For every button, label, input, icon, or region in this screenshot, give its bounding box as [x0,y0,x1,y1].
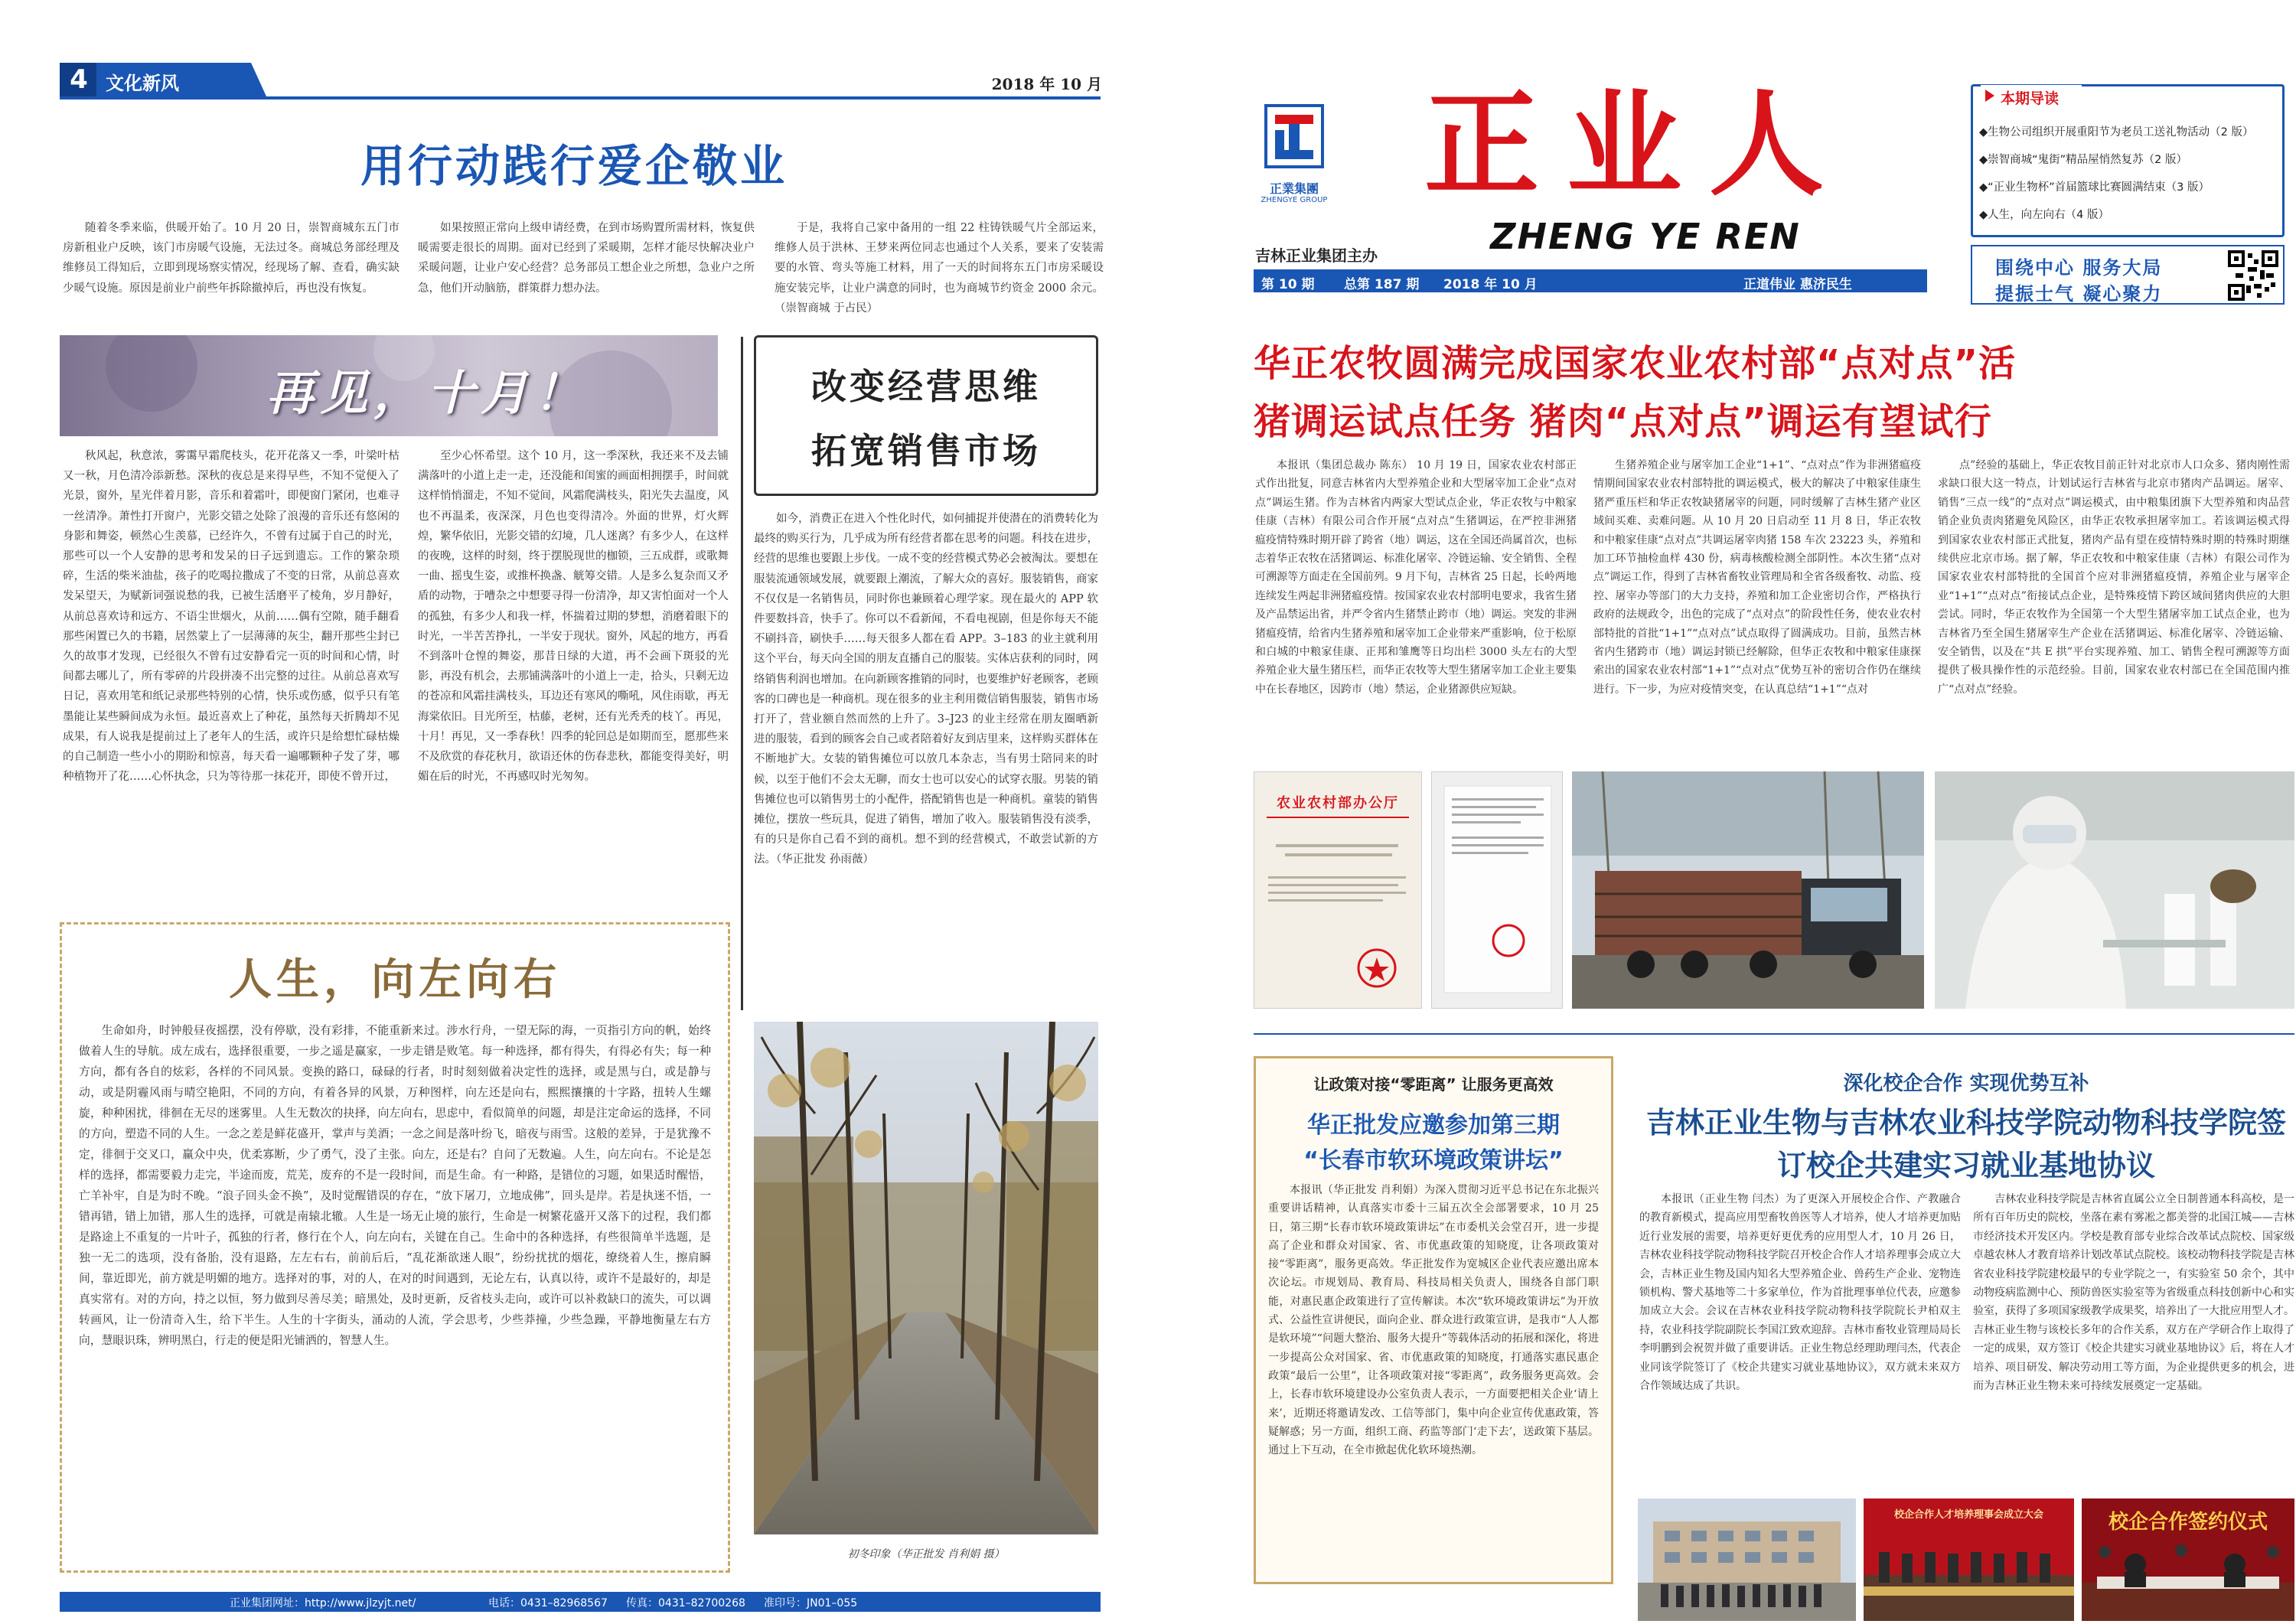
footer-phone: 电话：0431–82968567 [488,1597,608,1609]
council-banner-text: 校企合作人才培养理事会成立大会 [1893,1509,2043,1521]
sidebar-title-box [754,335,1098,496]
guide-item-4[interactable]: ◆人生，向左向右（4 版） [1979,209,2109,221]
main-headline: 用行动践行爱企敬业 [360,140,788,192]
notice-document-photo [1431,771,1563,1009]
footer-fax: 传真：0431–82700268 [626,1597,745,1609]
slogan-line1: 围绕中心 服务大局 [1995,257,2163,279]
guide-title-tag [1981,85,2082,106]
livestock-truck-photo [1572,771,1924,1009]
lead-headline-line2: 猪调运试点任务 猪肉“点对点”调运有望试行 [1254,400,1992,443]
meeting-stage-image [1864,1521,2074,1621]
qr-code-icon[interactable] [2228,250,2278,301]
guide-marker-icon [1985,90,1994,102]
lab-worker-photo [1935,771,2294,1009]
header-rule [60,96,1101,99]
policy-title-line2: “长春市软环境政策讲坛” [1303,1147,1564,1174]
footer-license: 准印号：JN01–055 [764,1597,858,1609]
edu-kicker: 深化校企合作 实现优势互补 [1843,1072,2089,1095]
signing-ceremony-photo [2082,1498,2294,1621]
farewell-col2: 至少心怀希望。这个 10 月，这一季深秋，我还来不及去铺满落叶的小道上走一走，还没能和闺蜜的画面相拥摆手，时间就这样悄悄溜走，不知不觉间，风霜爬满枝头，阳光失去温度，风也不再温柔，夜深深，月色也变得清冷。外面的世界，灯火辉煌，繁华依旧，光影交错的幻境，几人迷离？有多少人，在这样的夜晚，这样的时刻，终于摆脱现世的枷锁，三五成群，或歌舞一曲、摇曳生姿，或推杯换盏、觥筹交错。人是多么复杂而又矛盾的动物，于嘈杂之中想要寻得一份清净，却又害怕面对一个人的孤独，有多少人和我一样，怀揣着过期的梦想，消磨着眼下的时光，一半苦苦挣扎，一半安于现状。窗外，风起的地方，再看不到落叶仓惶的舞姿，那昔日绿的大道，再不会画下斑驳的光影，再没有机会，去那铺满落叶的小道上一走，拾头，只剩无边的苍凉和风霜挂满枝头，耳边还有寒风的嘶吼，风住雨歇，再无海棠依旧。目光所至，枯藤，老树，还有光秃秃的枝丫。再见，十月！再见，又一季春秋！四季的轮回总是如期而至，愿那些来不及欣赏的春花秋月，欲语还休的伤春悲秋，都能变得美好，明媚在后的时光，不再感叹时光匆匆。 [418,450,729,784]
lead-article-col3: 点”经验的基础上，华正农牧目前正针对北京市人口众多、猪肉刚性需求缺口很大这一特点，计划试运行吉林省与北京市猪肉产品调运。屠宰、销售“三点一线”的“点对点”调运模式，由中粮集团旗下大型养殖和肉品营销企业负责肉猪避免风险区，由华正农牧承担屠宰加工。若该调运模式得到国家农业农村部正式批复，猪肉产品有望在疫情特殊时期的特殊时期继续供应北京市场。据了解，华正农牧和中粮家佳康（吉林）有限公司作为国家农业农村部特批的全国首个应对非洲猪瘟疫情，养殖企业与屠宰企业“1+1”“点对点”衔接试点企业，是特殊疫情下跨区域间猪肉供应的大胆尝试。同时，华正农牧作为全国第一个大型生猪屠宰加工试点企业，也为吉林省乃至全国生猪屠宰生产企业在活猪调运、标准化屠宰、冷链运输、安全销售，以及在“共 E 拱”平台实现养殖、加工、销售全程可溯源等方面提供了极具操作性的示范经验。目前，国家农业农村部已在全国范围内推广“点对点”经验。 [1938,459,2290,696]
life-box [60,922,730,1573]
edu-title-line1: 吉林正业生物与吉林农业科技学院动物科技学院签 [1645,1105,2286,1140]
council-meeting-photo [1864,1498,2074,1621]
section-name: 文化新风 [106,73,179,94]
document-text-lines [1254,823,1421,1006]
right-page [1194,0,2296,1624]
logo-company: 正業集團 [1269,181,1319,196]
edu-article-col2: 吉林农业科技学院是吉林省直属公立全日制普通本科高校，是一所有百年历史的院校，坐落在素有雾凇之都美誉的北国江城——吉林市经济技术开发区内。学校是教育部专业综合改革试点院校、国家级卓越农林人才教育培养计划改革试点院校。该校动物科技学院是吉林省农业科技学院建校最早的专业学院之一，有实验室 50 余个，其中动物疫病监测中心、预防兽医实验室等为省级重点科技创新中心和实验室，获得了多项国家级教学成果奖，培养出了一大批应用型人才。吉林正业生物与该校长多年的合作关系，双方在产学研合作上取得了一定的成果，双方签订《校企共建实习就业基地协议》后，将在人才培养、项目研发、解决劳动用工等方面，为企业提供更多的机会，进而为吉林正业生物未来可持续发展奠定一定基础。 [1973,1193,2294,1393]
top-article-col1: 随着冬季来临，供暖开始了。10 月 20 日，崇智商城东五门市房新租业户反映，该门市房暖气设施，无法过冬。商城总务部经理及维修员工得知后，立即到现场察实情况，经现场了解、查看，确实缺少暖气设施。原因是前业户前些年拆除撤掉后，再也没有恢复。 [63,222,400,295]
issue-total: 总第 187 期 [1344,277,1420,292]
edu-article-col1: 本报讯（正业生物 闫杰）为了更深入开展校企合作、产教融合的教育新模式，提高应用型畜牧兽医等人才培养，使人才培养更加贴近行业发展的需要，培养更好更优秀的应用型人才，10 月 26 日，吉林农业科技学院动物科技学院召开校企合作人才培养理事会成立大会，吉林正业生物及国内知名大型养殖企业、兽药生产企业、宠物连锁机构、警犬基地等二十多家单位，作为首批理事单位代表，应邀参加成立大会。会议在吉林农业科技学院动物科技学院院长尹柏双主持，农业科技学院副院长李国江致欢迎辞。吉林市畜牧业管理局局长李明鹏到会祝贺并做了重要讲话。正业生物总经理助理闫杰，代表企业同该学院签订了《校企共建实习就业基地协议》，双方就未来双方合作领域达成了共识。 [1639,1193,1961,1393]
policy-title-line1: 华正批发应邀参加第三期 [1307,1112,1560,1139]
lead-article-col1: 本报讯（集团总裁办 陈东） 10 月 19 日，国家农业农村部正式作出批复，同意吉林省内大型养殖企业和大型屠宰加工企业“点对点”调运生猪。作为吉林省内两家大型试点企业，华正农牧与中粮家佳康（吉林）有限公司合作开展“点对点”生猪调运，在严控非洲猪瘟疫情特殊时期开辟了跨省（地）调运，这在全国还尚属首次，也标志着华正农牧在活猪调运、标准化屠宰、冷链运输、安全销售、全程可溯源等方面走在全国前列。9 月下旬，吉林省 25 日起，长岭两地连续发生两起非洲猪瘟疫情。按国家农业农村部明电要求，我省生猪及产品禁运出省，并严令省内生猪禁止跨市（地）调运。突发的非洲猪瘟疫情，给省内生猪养殖和屠宰加工企业带来严重影响，位于松原和白城的中粮家佳康、正邦和雏鹰等日均出栏 3000 头左右的大型养殖企业大量生猪压栏，而华正农牧等大型生猪屠宰加工企业主要集中在长春地区，因跨市（地）禁运，企业猪源供应短缺。 [1255,459,1577,696]
photo-caption: 初冬印象（华正批发 肖利娟 摄） [847,1548,1005,1560]
footer-website[interactable]: 正业集团网址：http://www.jlzyjt.net/ [230,1597,416,1609]
document-red-rule [1267,817,1409,818]
sidebar-title-line1: 改变经营思维 [811,366,1041,407]
sponsor-line: 吉林正业集团主办 [1255,246,1378,265]
slogan-box [1971,245,2285,305]
life-title: 人生，向左向右 [229,954,561,1005]
notice-document-image [1432,772,1563,1009]
top-article-col2: 如果按照正常向上级申请经费，在到市场购置所需材料，恢复供暖需要走很长的周期。面对已经到了采暖期，怎样才能尽快解决业户采暖问题，让业户安心经营？总务部员工想企业之所想，急业户之所急，他们开动脑筋，群策群力想办法。 [418,222,755,295]
lead-article-col2: 生猪养殖企业与屠宰加工企业“1+1”、“点对点”作为非洲猪瘟疫情期间国家农业农村部特批的调运模式，极大的解决了中粮家佳康生猪严重压栏和华正农牧缺猪屠宰的问题，同时缓解了吉林生猪产业区域间买难、卖难问题。从 10 月 20 日启动至 11 月 8 日，华正农牧和中粮家佳康“点对点”共调运屠宰肉猪 158 车次 23223 头，养殖和加工环节抽检血样 430 份，病毒核酸检测全部阴性。本次生猪“点对点”调运工作，得到了吉林省畜牧业管理局和全省各级畜牧、动监、疫控、屠宰办等部门的大力支持，养殖和加工企业密切合作，严格执行政府的法规政令，出色的完成了“点对点”的阶段性任务，使农业农村部特批的首批“1+1”“点对点”试点取得了圆满成功。目前，虽然吉林省内生猪跨市（地）调运封锁已经解除，但华正农牧和中粮家佳康探索出的国家农业农村部“1+1”“点对点”优势互补的密切合作仍在继续进行。下一步，为应对疫情突变，在认真总结“1+1”“点对 [1593,459,1921,696]
header-date: 2018 年 10 月 [991,75,1102,93]
guide-item-1[interactable]: ◆生物公司组织开展重阳节为老员工送礼物活动（2 版） [1979,126,2254,139]
banner-title: 再见，十月！ [266,365,589,421]
guide-title: 本期导读 [2001,90,2060,107]
signing-table-image [2082,1537,2294,1621]
signing-banner-text: 校企合作签约仪式 [2108,1511,2268,1534]
document-header: 农业农村部办公厅 [1277,795,1399,811]
masthead-pinyin: ZHENG YE REN [1490,216,1801,257]
laboratory-testing-image [1935,771,2294,1009]
slogan-line2: 提振士气 凝心聚力 [1995,283,2163,305]
approval-document-photo [1254,771,1422,1009]
left-page [0,0,1110,1624]
issue-bar [1254,269,1927,292]
page-number: 4 [70,64,88,95]
guide-item-2[interactable]: ◆崇智商城“鬼街”精品屋悄然复苏（2 版） [1979,154,2188,166]
lead-headline-line1: 华正农牧圆满完成国家农业农村部“点对点”活 [1254,342,2017,385]
mid-rule [1254,1033,2294,1035]
policy-article: 本报讯（华正批发 肖利娟）为深入贯彻习近平总书记在东北振兴重要讲话精神，认真落实市委十三届五次全会部署要求，10 月 25 日，第三期“长春市软环境政策讲坛”在市委机关会堂召开，进一步提高了企业和群众对国家、省、市优惠政策的知晓度，让各项政策对接“零距离”，服务更高效。华正批发作为宽城区企业代表应邀出席本次论坛。市规划局、教育局、科技局相关负责人，围绕各自部门职能，对惠民惠企政策进行了宣传解读。本次“软环境政策讲坛”为开放式、公益性宣讲便民，面向企业、群众进行政策宣讲，是我市“人人都是软环境”“问题大整治、服务大提升”等载体活动的拓展和深化，将进一步提高公众对国家、省、市优惠政策的知晓度，打通落实惠民惠企政策“最后一公里”，让各项政策对接“零距离”，政务服务更高效。会上，长春市软环境建设办公室负责人表示，一方面要把相关企业‘请上来’，近期还将邀请发改、工信等部门，集中向企业宣传优惠政策，答疑解惑；另一方面，组织工商、药监等部门‘走下去’，送政策下基层。通过上下互动，在全市掀起优化软环境热潮。 [1268,1184,1599,1457]
issue-date: 2018 年 10 月 [1443,277,1538,292]
masthead-title: 正业人 [1424,77,1851,212]
policy-kicker: 让政策对接“零距离” 让服务更高效 [1313,1075,1554,1094]
top-article-col3: 于是，我将自己家中备用的一组 22 柱铸铁暖气片全部运来，维修人员于洪林、王梦来两位同志也通过个人关系，要来了安装需要的水管、弯头等施工材料，用了一天的时间将东五门市房采暖设施安装完毕，让业户满意的同时，也为商城节约资金 2000 余元。（崇智商城 于占民） [775,222,1104,315]
sidebar-article: 如今，消费正在进入个性化时代，如何捕捉并使潜在的消费转化为最终的购买行为，几乎成为所有经营者都在思考的问题。科技在进步，经营的思维也要跟上步伐。一成不变的经营模式势必会被淘汰。要想在服装流通领域发展，就要跟上潮流，了解大众的喜好。服装销售，商家不仅仅是一名销售员，同时你也兼顾着心理学家。现在最火的 APP 软件要数抖音，快手了。你可以不看新闻，不看电视剧，但是你每天不能不刷抖音，刷快手……每天很多人都在看 APP。3–183 的业主就利用这个平台，每天向全国的朋友直播自己的服装。实体店获利的同时，网络销售利润也增加。在向新顾客推销的同时，也要维护好老顾客，老顾客的口碑也是一种商机。现在很多的业主利用微信销售服装，销售市场打开了，营业额自然而然的上升了。3–J23 的业主经常在朋友圈晒新进的服装，看到的顾客会自己或者陪着好友到店里来，这样购买群体在不断地扩大。女装的销售摊位可以放几本杂志，当有男士陪同来的时候，以至于他们不会太无聊，而女士也可以安心的试穿衣服。男装的销售摊位也可以销售男士的小配件，搭配销售也是一种商机。童装的销售摊位，摆放一些玩具，促进了销售，增加了收入。服装销售没有淡季，有的只是你自己看不到的商机。想不到的经营模式，不敢尝试新的方法。（华正批发 孙雨薇） [754,513,1098,866]
farewell-banner [60,335,718,436]
left-footer-bar [60,1592,1101,1612]
guide-item-3[interactable]: ◆“正业生物杯”首届篮球比赛圆满结束（3 版） [1979,181,2210,194]
section-tab [60,63,266,96]
life-article: 生命如舟，时钟般昼夜摇摆，没有停歇，没有彩排，不能重新来过。涉水行舟，一望无际的海，一页指引方向的帆，始终做着人生的导航。成左成右，选择很重要，一步之遥是赢家，一步走错是败笔。每一种选择，都有得失，有得必有失；每一种方向，都有各自的炫彩，各样的不同风景。变换的路口，碌碌的行者，时时刻刻做着决定性的选择，或是黑与白，或是静与动，或是阴霾风雨与晴空艳阳，不同的方向，有着各异的风景，万种图样，向左还是向右，熙熙攘攘的十字路，扭转人生螺旋，种种困扰，徘徊在无尽的迷雾里。人生无数次的抉择，向左向右，思虑中，看似简单的问题，却是注定命运的选择，不同的方向，塑造不同的人生。一念之差是鲜花盛开，掌声与美酒；一念之间是落叶纷飞，暗夜与雨雪。这般的差异，于是犹豫不定，徘徊于交叉口，赢众中央，优柔寡断，少了勇气，没了主张。向左，还是右？自问了无数遍。人生，向左向右。不论是怎样的选择，都需要毅力走完，半途而废，荒芜，废弃的不是一段时间，而是生命。有一种路，是错位的习题，如果适时醒悟，亡羊补牢，自是为时不晚。“浪子回头金不换”，及时觉醒错误的存在，“放下屠刀，立地成佛”，回头是岸。若是执迷不悟，一错再错，错上加错，那人生的选择，可就是南辕北辙。人生是一场无止境的旅行，生命是一树繁花盛开又落下的过程，我们都是路途上不重复的一片叶子，孤独的行者，修行在个人，向左向右，关键在自己。生命中的各种选择，有些很简单半选题，是独一无二的选项，没有备胎，没有退路，左左右右，前前后后，“乱花渐欲迷人眼”，纷纷扰扰的烟花，缭绕着人生，擦肩瞬间，靠近即光，前方就是明媚的地方。选择对的事，对的人，在对的时间遇到，无论左右，认真以待，或许不是最好的，却是真实常有。对的方向，持之以恒，努力做到尽善尽美；暗黑处，及时更新，反省枝头走向，或许可以补救缺口的流失，可以调转画风，让一份清奇入生，给下半生。人生的十字街头，涌动的人流，学会思考，少些莽撞，少些急躁，平静地衡量左右方向，慧眼识珠，辨明黑白，行走的便是阳光铺洒的，智慧人生。 [79,1024,711,1347]
campus-building-group-image [1638,1498,1856,1621]
sidebar-title-line2: 拓宽销售市场 [811,430,1041,471]
policy-box [1254,1056,1613,1584]
sidebar-vrule [741,337,743,1010]
farewell-col1: 秋风起，秋意浓，雾霭早霜爬枝头，花开花落又一季，叶梁叶枯又一秋，月色清冷添新愁。深秋的夜总是来得早些，不知不觉便入了光景，窗外，星光伴着月影，音乐和着霜叶，即便窗门紧闭，也难寻一丝清净。萧性打开窗户，光影交错之处除了浪漫的音乐还有悠闲的身影和舞姿，顿然心生羡慕，已经许久，不曾有过属于自己的时光，那些可以一个人安静的思考和发呆的日子远到遗忘。工作的繁杂琐碎，生活的柴米油盐，孩子的吃喝拉撒成了不变的日常，从前总喜欢发呆望天，为赋新词强说愁的我，已被生活磨平了棱角，岁月静好，从前总喜欢诗和远方、不语尘世烟火，从前……偶有空隙，随手翻看那些闲置已久的书籍，居然蒙上了一层薄薄的灰尘，翻开那些尘封已久的故事才发现，已经很久不曾有过安静看完一页的时间和心情，时间都去哪儿了，所有零碎的片段拼凑不出完整的过往。从前总喜欢写日记，喜欢用笔和纸记录那些特别的心情，快乐或伤感，似乎只有笔墨能让某些瞬间成为永恒。最近喜欢上了种花，虽然每天折腾却不见成果，有人说我是提前过上了老年人的生活，或许只是给想忙碌枯燥的自己制造一些小小的期盼和惊喜，每天看一遍哪颗种子发了芽，哪种植物开了花……心怀执念，只为等待那一抹花开，即使不曾开过， [63,450,400,784]
edu-title-line2: 订校企共建实习就业基地协议 [1776,1148,2155,1182]
guide-box [1971,84,2285,237]
logo-english: ZHENGYE GROUP [1261,196,1328,204]
tree-lined-path-image [754,1022,1098,1534]
winter-photo [754,1022,1098,1534]
campus-group-photo [1638,1498,1856,1621]
zhengye-logo-icon [1252,99,1336,176]
pig-transport-truck-image [1572,771,1924,1009]
issue-slogan: 正道伟业 惠济民生 [1743,277,1852,292]
issue-number: 第 10 期 [1261,277,1315,292]
group-logo [1252,99,1336,214]
